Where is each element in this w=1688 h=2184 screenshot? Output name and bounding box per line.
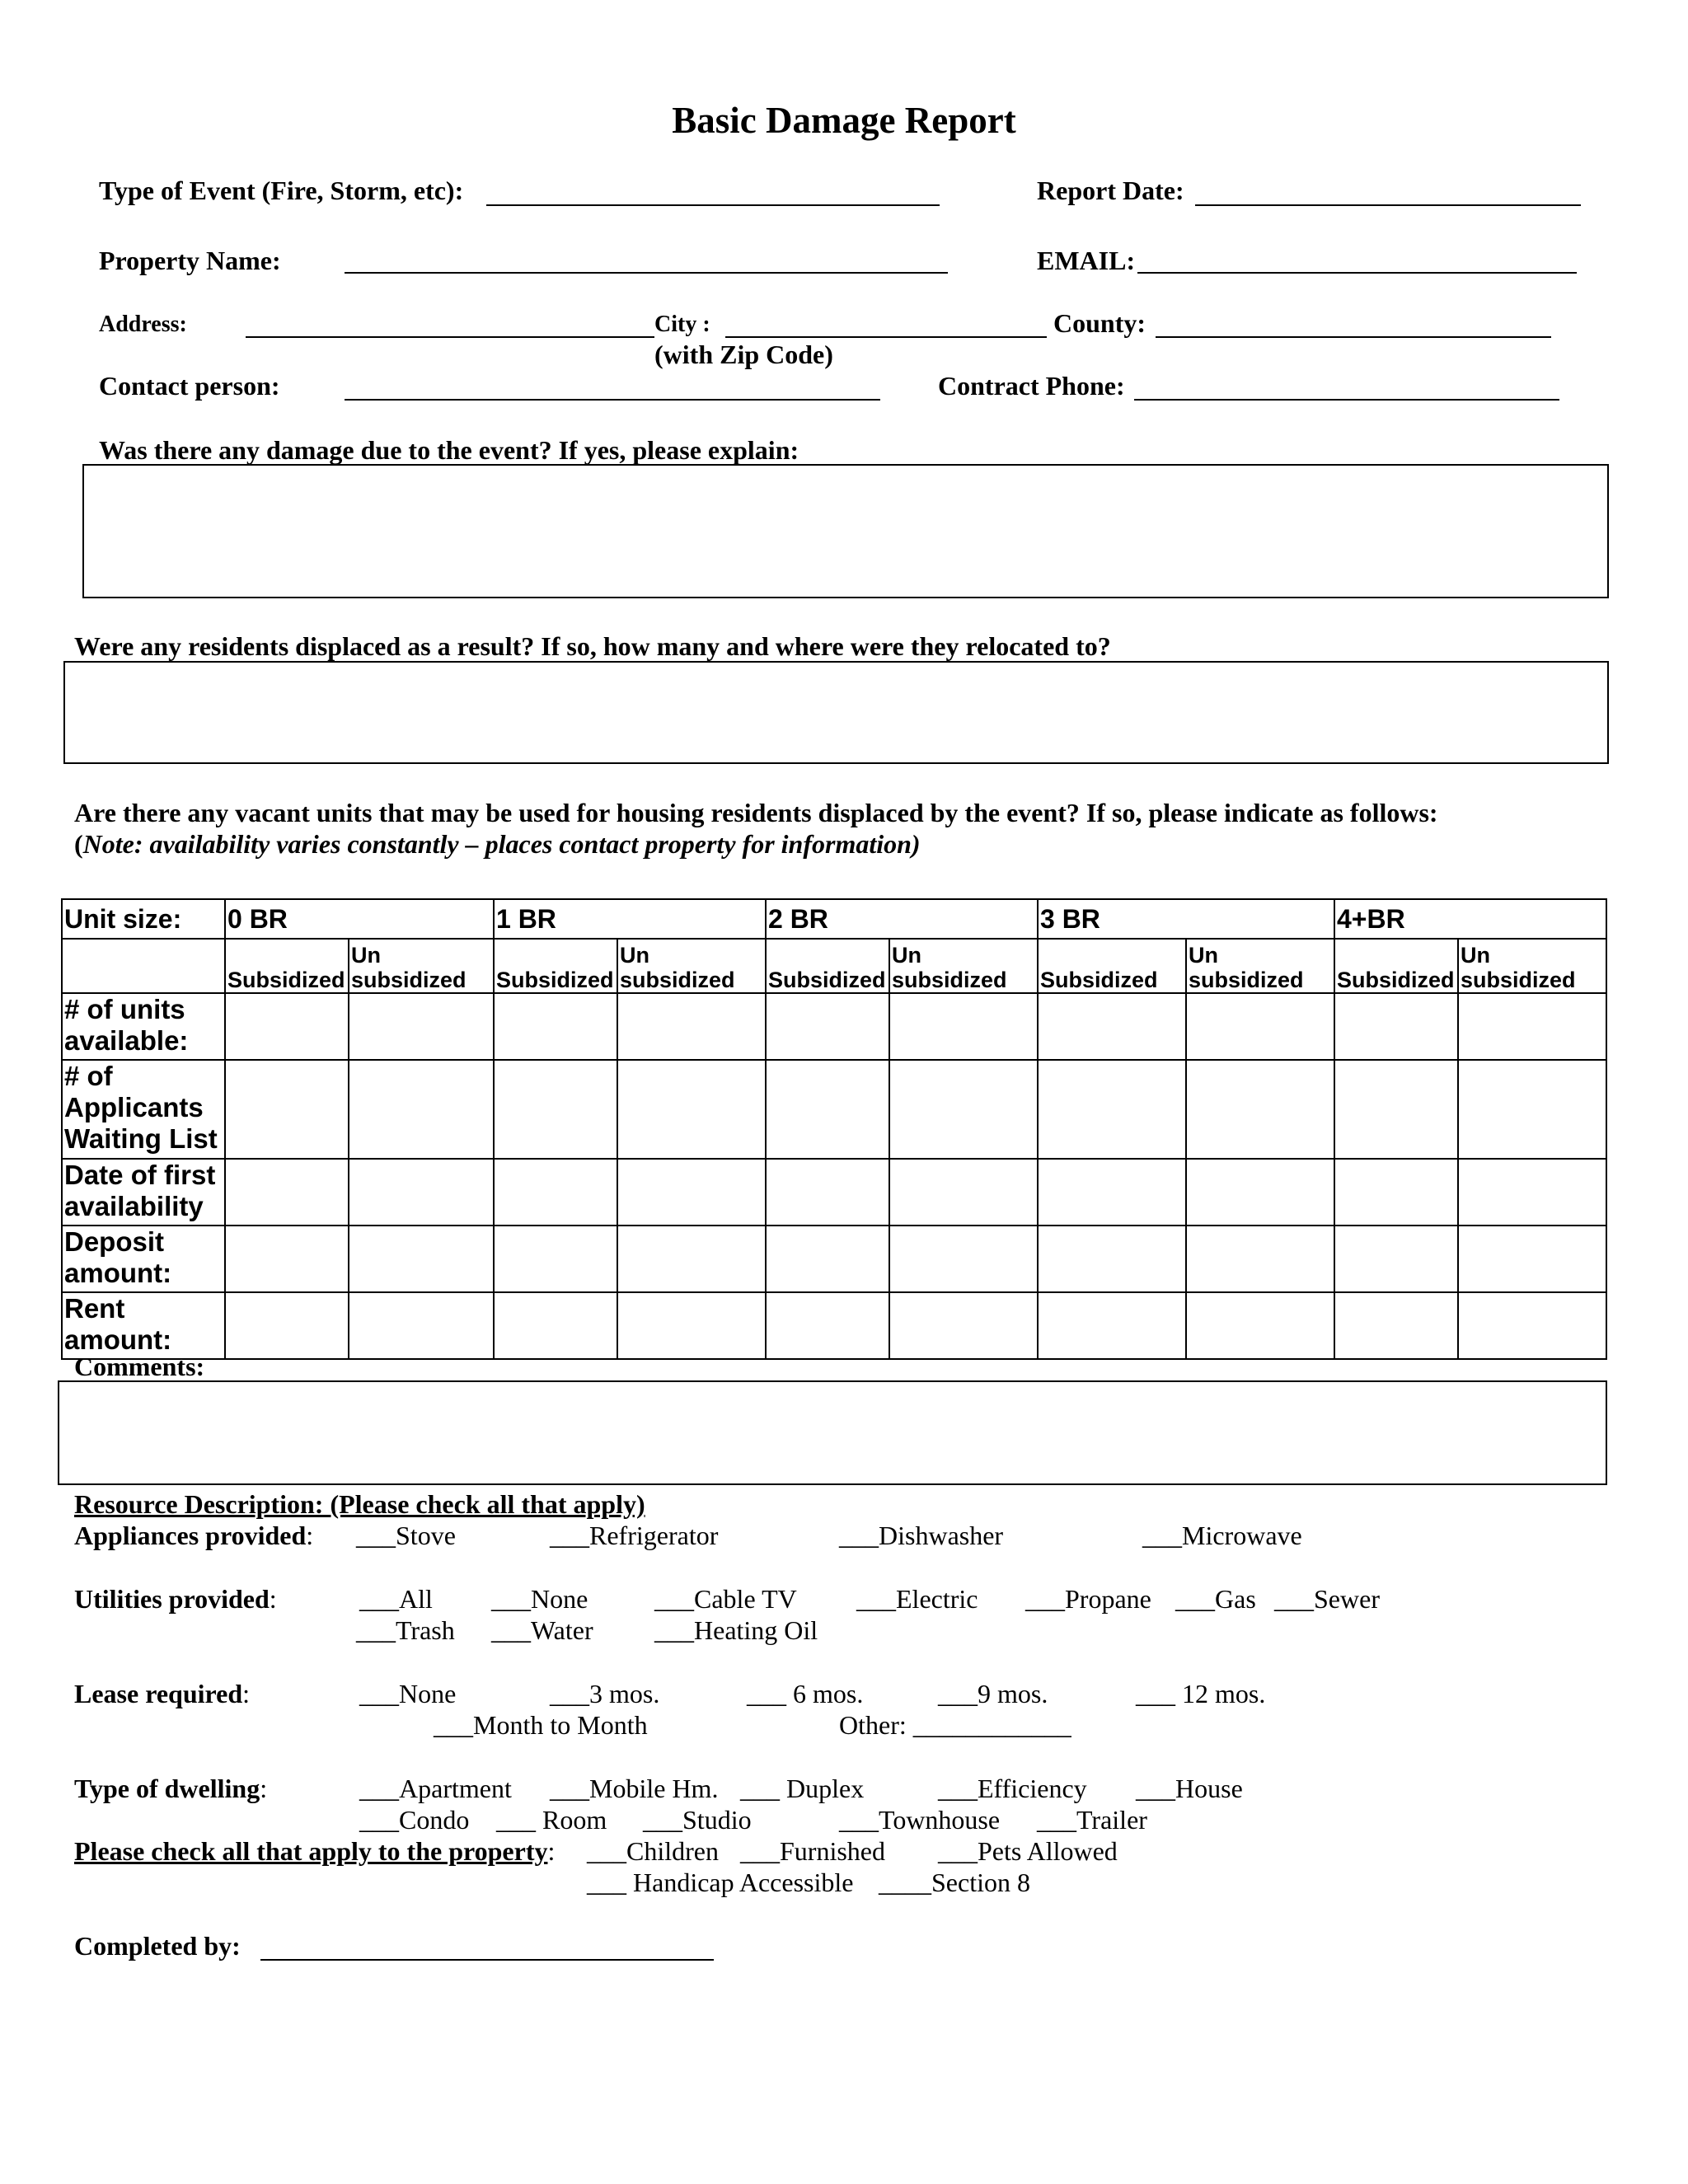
subsidized-header: Subsidized (1038, 939, 1186, 993)
table-cell[interactable] (766, 1060, 889, 1159)
table-row (62, 1060, 1606, 1159)
resource-heading: Resource Description: (Please check all that apply) (74, 1489, 645, 1519)
option-propane[interactable]: ___Propane (1025, 1584, 1151, 1614)
table-cell[interactable] (889, 993, 1038, 1060)
table-cell[interactable] (766, 1226, 889, 1292)
table-cell[interactable] (1186, 993, 1334, 1060)
table-cell[interactable] (349, 1159, 494, 1226)
option-children[interactable]: ___Children (587, 1836, 719, 1866)
table-cell[interactable] (1458, 1060, 1606, 1159)
displaced-explanation-box[interactable] (63, 661, 1609, 764)
option-heating-oil[interactable]: ___Heating Oil (654, 1615, 818, 1645)
table-cell[interactable] (617, 1060, 766, 1159)
option-townhouse[interactable]: ___Townhouse (839, 1805, 1001, 1835)
property-label: Please check all that apply to the property: (74, 1836, 556, 1866)
city-label: City : (654, 312, 710, 337)
email-label: EMAIL: (1037, 246, 1136, 275)
table-cell[interactable] (889, 1226, 1038, 1292)
completed-by-field[interactable] (260, 1959, 714, 1961)
option-handicap-accessible[interactable]: ___ Handicap Accessible (587, 1868, 854, 1897)
table-cell[interactable] (1038, 1226, 1186, 1292)
table-cell[interactable] (494, 1060, 617, 1159)
unsubsidized-header: Un subsidized (1186, 939, 1334, 993)
table-cell[interactable] (1038, 1060, 1186, 1159)
option-microwave[interactable]: ___Microwave (1142, 1521, 1302, 1550)
table-row (62, 1292, 1606, 1359)
blank-header-cell (62, 939, 225, 993)
table-cell[interactable] (1186, 1159, 1334, 1226)
size-3br: 3 BR (1038, 899, 1334, 939)
comments-label: Comments: (74, 1352, 205, 1381)
table-cell[interactable] (617, 1226, 766, 1292)
option-duplex[interactable]: ___ Duplex (740, 1774, 865, 1803)
table-cell[interactable] (1458, 1159, 1606, 1226)
option-trailer[interactable]: ___Trailer (1037, 1805, 1147, 1835)
option-12-mos[interactable]: ___ 12 mos. (1136, 1679, 1266, 1708)
table-cell[interactable] (617, 1292, 766, 1359)
option-lease-none[interactable]: ___None (359, 1679, 457, 1708)
table-cell[interactable] (1334, 1159, 1458, 1226)
property-name-label: Property Name: (99, 246, 281, 275)
option-6-mos[interactable]: ___ 6 mos. (747, 1679, 864, 1708)
table-cell[interactable] (1334, 1226, 1458, 1292)
county-label: County: (1053, 308, 1146, 338)
address-field[interactable] (246, 336, 654, 338)
subsidized-header: Subsidized (225, 939, 349, 993)
table-cell[interactable] (766, 1159, 889, 1226)
completed-by-label: Completed by: (74, 1931, 241, 1961)
type-of-event-label: Type of Event (Fire, Storm, etc): (99, 176, 464, 205)
table-cell[interactable] (494, 993, 617, 1060)
type-of-event-field[interactable] (486, 204, 940, 206)
table-cell[interactable] (349, 993, 494, 1060)
option-house[interactable]: ___House (1136, 1774, 1243, 1803)
option-section-8[interactable]: ____Section 8 (879, 1868, 1030, 1897)
table-cell[interactable] (349, 1226, 494, 1292)
option-efficiency[interactable]: ___Efficiency (938, 1774, 1087, 1803)
table-cell[interactable] (349, 1292, 494, 1359)
table-cell[interactable] (494, 1159, 617, 1226)
table-cell[interactable] (617, 993, 766, 1060)
table-cell[interactable] (1334, 1060, 1458, 1159)
table-cell[interactable] (617, 1159, 766, 1226)
row-label-applicants-waiting: # of Applicants Waiting List (62, 1060, 225, 1159)
contract-phone-field[interactable] (1134, 399, 1559, 401)
option-3-mos[interactable]: ___3 mos. (550, 1679, 660, 1708)
table-cell[interactable] (1038, 1159, 1186, 1226)
option-electric[interactable]: ___Electric (856, 1584, 978, 1614)
table-cell[interactable] (1038, 1292, 1186, 1359)
table-cell[interactable] (225, 993, 349, 1060)
table-cell[interactable] (225, 1159, 349, 1226)
unit-size-label: Unit size: (62, 899, 225, 939)
option-none[interactable]: ___None (491, 1584, 588, 1614)
dwelling-label: Type of dwelling: (74, 1774, 268, 1803)
damage-question: Was there any damage due to the event? If yes, please explain: (99, 435, 799, 465)
table-cell[interactable] (1458, 993, 1606, 1060)
size-4br: 4+BR (1334, 899, 1606, 939)
table-cell[interactable] (349, 1060, 494, 1159)
size-0br: 0 BR (225, 899, 494, 939)
subsidized-header: Subsidized (766, 939, 889, 993)
option-cable-tv[interactable]: ___Cable TV (654, 1584, 797, 1614)
row-label-deposit-amount: Deposit amount: (62, 1226, 225, 1292)
size-2br: 2 BR (766, 899, 1038, 939)
unit-size-row (62, 899, 1606, 939)
unsubsidized-header: Un subsidized (889, 939, 1038, 993)
comments-box[interactable] (58, 1380, 1607, 1485)
unsubsidized-header: Un subsidized (349, 939, 494, 993)
row-label-rent-amount: Rent amount: (62, 1292, 225, 1359)
table-cell[interactable] (1458, 1292, 1606, 1359)
utilities-label: Utilities provided: (74, 1584, 277, 1614)
city-field[interactable] (725, 336, 1047, 338)
table-cell[interactable] (225, 1292, 349, 1359)
lease-label: Lease required: (74, 1679, 251, 1708)
option-trash[interactable]: ___Trash (356, 1615, 455, 1645)
table-cell[interactable] (225, 1226, 349, 1292)
unsubsidized-header: Un subsidized (617, 939, 766, 993)
option-studio[interactable]: ___Studio (643, 1805, 752, 1835)
subsidized-header: Subsidized (494, 939, 617, 993)
option-water[interactable]: ___Water (491, 1615, 593, 1645)
option-gas[interactable]: ___Gas (1175, 1584, 1256, 1614)
zip-note: (with Zip Code) (654, 340, 833, 369)
option-stove[interactable]: ___Stove (356, 1521, 456, 1550)
availability-note: (Note: availability varies constantly – places contact property for information) (74, 829, 921, 859)
contact-person-label: Contact person: (99, 371, 280, 401)
table-cell[interactable] (1334, 1292, 1458, 1359)
damage-explanation-box[interactable] (82, 464, 1609, 598)
vacant-question: Are there any vacant units that may be used for housing residents displaced by the event? If so, please indicate as follows: (74, 798, 1438, 827)
contract-phone-label: Contract Phone: (938, 371, 1125, 401)
table-cell[interactable] (766, 1292, 889, 1359)
county-field[interactable] (1156, 336, 1551, 338)
report-date-field[interactable] (1195, 204, 1581, 206)
table-cell[interactable] (1186, 1060, 1334, 1159)
row-label-first-availability: Date of first availability (62, 1159, 225, 1226)
option-all[interactable]: ___All (359, 1584, 433, 1614)
table-row (62, 993, 1606, 1060)
table-cell[interactable] (1186, 1226, 1334, 1292)
table-cell[interactable] (1334, 993, 1458, 1060)
unsubsidized-header: Un subsidized (1458, 939, 1606, 993)
row-label-units-available: # of units available: (62, 993, 225, 1060)
subsidized-header: Subsidized (1334, 939, 1458, 993)
table-cell[interactable] (889, 1060, 1038, 1159)
size-1br: 1 BR (494, 899, 766, 939)
option-refrigerator[interactable]: ___Refrigerator (550, 1521, 719, 1550)
displaced-question: Were any residents displaced as a result? If so, how many and where were they relocated to? (74, 631, 1111, 661)
table-cell[interactable] (889, 1292, 1038, 1359)
page-title: Basic Damage Report (672, 100, 1016, 141)
property-name-field[interactable] (345, 272, 948, 274)
option-condo[interactable]: ___Condo (359, 1805, 470, 1835)
option-furnished[interactable]: ___Furnished (740, 1836, 885, 1866)
table-row (62, 1226, 1606, 1292)
table-cell[interactable] (1186, 1292, 1334, 1359)
table-cell[interactable] (1458, 1226, 1606, 1292)
vacant-units-table (61, 898, 1607, 1360)
report-date-label: Report Date: (1037, 176, 1184, 205)
option-apartment[interactable]: ___Apartment (359, 1774, 512, 1803)
contact-person-field[interactable] (345, 399, 880, 401)
option-9-mos[interactable]: ___9 mos. (938, 1679, 1048, 1708)
option-room[interactable]: ___ Room (496, 1805, 607, 1835)
email-field[interactable] (1137, 272, 1577, 274)
option-pets-allowed[interactable]: ___Pets Allowed (938, 1836, 1118, 1866)
table-cell[interactable] (494, 1226, 617, 1292)
option-lease-other[interactable]: Other: ____________ (839, 1710, 1071, 1740)
subsidy-row (62, 939, 1606, 993)
option-month-to-month[interactable]: ___Month to Month (434, 1710, 648, 1740)
option-sewer[interactable]: ___Sewer (1274, 1584, 1380, 1614)
address-label: Address: (99, 312, 187, 337)
table-cell[interactable] (889, 1159, 1038, 1226)
option-mobile-home[interactable]: ___Mobile Hm. (550, 1774, 719, 1803)
table-cell[interactable] (1038, 993, 1186, 1060)
appliances-label: Appliances provided: (74, 1521, 314, 1550)
table-cell[interactable] (494, 1292, 617, 1359)
table-row (62, 1159, 1606, 1226)
table-cell[interactable] (766, 993, 889, 1060)
table-cell[interactable] (225, 1060, 349, 1159)
option-dishwasher[interactable]: ___Dishwasher (839, 1521, 1004, 1550)
